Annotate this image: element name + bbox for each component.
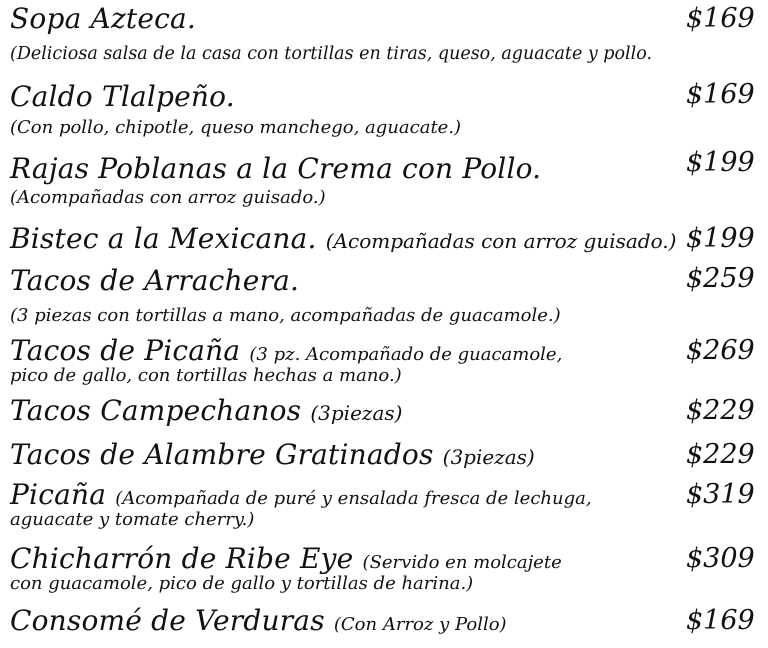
menu-item-description: (3 piezas con tortillas a mano, acompañadas de guacamole.) [10,305,561,326]
menu-item-price: $199 [686,223,755,254]
menu-item-name: Sopa Azteca. [10,2,197,35]
menu-item-name-text: Tacos de Alambre Gratinados [10,438,434,471]
menu-item-name [10,224,676,256]
menu-item-price: $319 [686,479,755,510]
menu-item-name: Tacos de Arrachera. [10,264,300,297]
menu-item-name [10,440,535,472]
menu-item-name-text: Chicharrón de Ribe Eye [10,542,354,575]
menu-item-description: (Deliciosa salsa de la casa con tortillas en tiras, queso, aguacate y pollo. [10,44,653,64]
menu-item-description-cont: aguacate y tomate cherry.) [10,509,255,530]
menu-item-name-text: Consomé de Verduras [10,604,325,637]
menu-item-description-cont: pico de gallo, con tortillas hechas a mano.) [10,365,402,386]
menu-item-name-text: Picaña [10,478,107,511]
menu-item-price: $199 [686,147,755,178]
menu-item-name-text: Tacos de Picaña [10,334,241,367]
menu-item-description: (Acompañada de puré y ensalada fresca de lechuga, [115,488,592,509]
menu-item-description: (3piezas) [310,401,403,425]
menu-item-price: $169 [686,605,755,636]
menu-item-price: $169 [686,3,755,34]
menu-item-description-cont: con guacamole, pico de gallo y tortillas de harina.) [10,573,474,594]
menu-item-name: Caldo Tlalpeño. [10,80,235,113]
menu-item-description: (Servido en molcajete [362,552,562,573]
menu-item-name [10,606,507,640]
menu-item-description: (3piezas) [442,445,535,469]
menu-item-price: $169 [686,79,755,110]
menu-item-name: Rajas Poblanas a la Crema con Pollo. [10,152,542,185]
menu-item-description: (Acompañadas con arroz guisado.) [10,187,326,208]
menu-item-name-text: Tacos Campechanos [10,394,302,427]
menu-item-description: (Con Arroz y Pollo) [333,614,507,635]
menu-item-name-text: Bistec a la Mexicana. [10,222,317,255]
menu-item-description: (3 pz. Acompañado de guacamole, [249,344,563,365]
menu-item-price: $269 [686,335,755,366]
menu-item-price: $229 [686,395,755,426]
menu-item-description: (Acompañadas con arroz guisado.) [325,229,677,253]
menu-item-price: $259 [686,263,755,294]
menu-item-description: (Con pollo, chipotle, queso manchego, aguacate.) [10,117,462,138]
menu-item-price: $229 [686,439,755,470]
menu-item-name [10,396,402,428]
menu-item-price: $309 [686,543,755,574]
